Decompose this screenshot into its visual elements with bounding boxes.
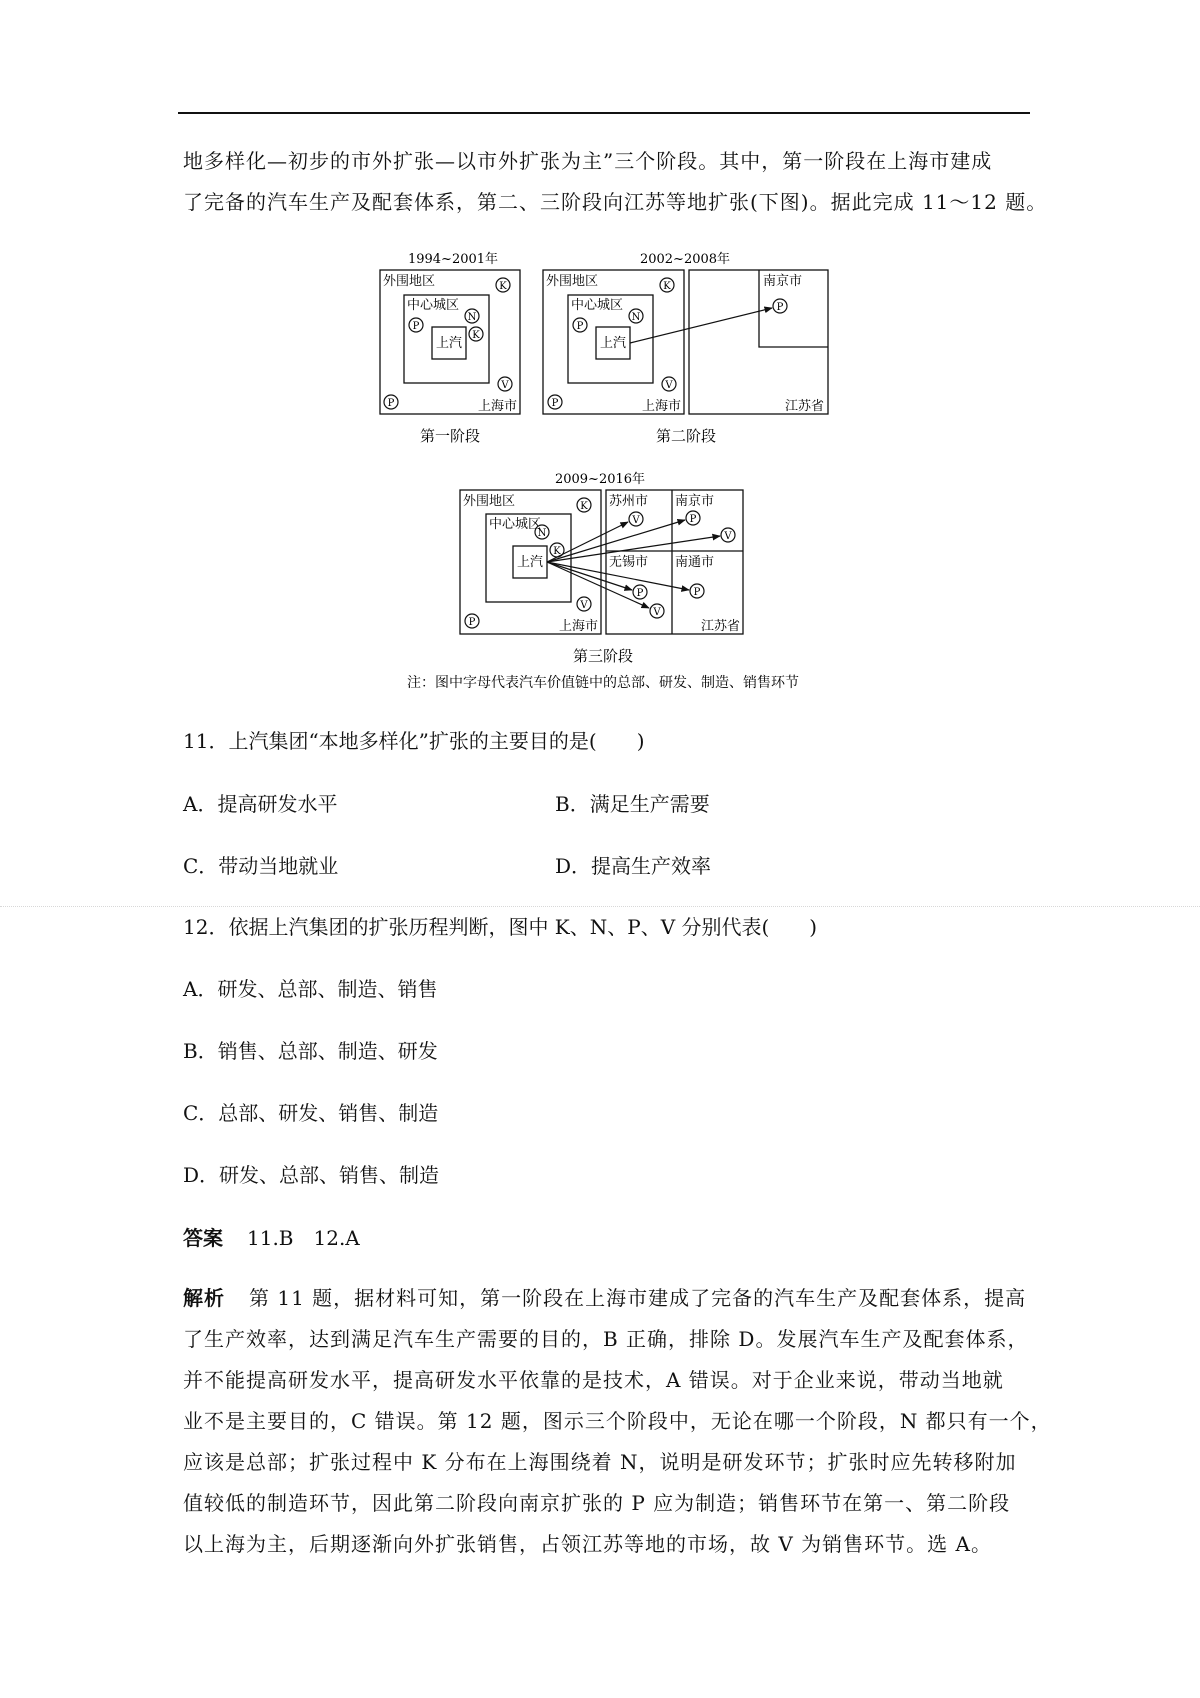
- analysis-line-6: 值较低的制造环节，因此第二阶段向南京扩张的 P 应为制造；销售环节在第一、第二阶段: [183, 1491, 1011, 1515]
- svg-text:P: P: [776, 302, 784, 313]
- svg-text:P: P: [689, 514, 697, 525]
- stage2-years: 2002~2008年: [639, 252, 731, 267]
- svg-text:N: N: [537, 528, 547, 539]
- analysis-line-2: 了生产效率，达到满足汽车生产需要的目的，B 正确，排除 D。发展汽车生产及配套体系，: [183, 1327, 1029, 1351]
- analysis-line-4: 业不是主要目的，C 错误。第 12 题，图示三个阶段中，无论在哪一个阶段，N 都只有一个，: [183, 1409, 1052, 1433]
- svg-text:V: V: [724, 531, 732, 542]
- answer-line: [183, 1222, 360, 1251]
- svg-text:P: P: [693, 587, 701, 598]
- stage1-shanghai-label: 上海市: [477, 399, 517, 414]
- stage3-jiangsu-label: 江苏省: [700, 619, 740, 634]
- stage3-nantong-p-circle: [690, 584, 704, 598]
- stage1-p-circle-2: [384, 395, 398, 409]
- analysis-line-3: 并不能提高研发水平，提高研发水平依靠的是技术，A 错误。对于企业来说，带动当地就: [183, 1368, 1004, 1392]
- stage2-jiangsu-label: 江苏省: [784, 399, 824, 414]
- stage3-shanghai-label: 上海市: [558, 619, 598, 634]
- stage3-k-circle-1: [577, 498, 591, 512]
- stage1-k-circle-1: [496, 278, 510, 292]
- stage3-outer-label: 外围地区: [463, 494, 516, 509]
- stage2-arrow-to-nanjing: [630, 308, 772, 343]
- stage3-nanjing-label: 南京市: [675, 494, 715, 509]
- stage1-center-label: 中心城区: [407, 298, 460, 313]
- q12-option-d[interactable]: D．研发、总部、销售、制造: [183, 1163, 440, 1187]
- stage2-v-circle: [662, 377, 676, 391]
- svg-text:V: V: [501, 380, 509, 391]
- svg-text:V: V: [632, 515, 640, 526]
- q12-option-c[interactable]: C．总部、研发、销售、制造: [183, 1101, 439, 1125]
- stage3-nantong-label: 南通市: [675, 555, 715, 570]
- svg-text:K: K: [553, 546, 561, 557]
- stage1-v-circle: [498, 377, 512, 391]
- q12-option-a[interactable]: A．研发、总部、制造、销售: [183, 977, 438, 1001]
- saic-expansion-figure: [0, 250, 1200, 710]
- q11-option-c[interactable]: C．带动当地就业: [183, 854, 339, 878]
- q12-option-b[interactable]: B．销售、总部、制造、研发: [183, 1039, 438, 1063]
- stage1-p-circle-1: [409, 318, 423, 332]
- stage2-p-circle-2: [548, 395, 562, 409]
- header-rule: [178, 112, 1030, 114]
- stage2-caption: 第二阶段: [655, 427, 717, 445]
- stage2-k-circle: [660, 278, 674, 292]
- svg-text:P: P: [636, 588, 644, 599]
- stage2-p-circle-1: [573, 318, 587, 332]
- stage2-nanjing-p-circle: [773, 299, 787, 313]
- stage1-years: 1994~2001年: [407, 252, 499, 267]
- answer-text: 11.B 12.A: [247, 1226, 360, 1250]
- svg-text:P: P: [576, 321, 584, 332]
- stage1-outer-label: 外围地区: [383, 274, 436, 289]
- stage3-wuxi-v-circle: [650, 604, 664, 618]
- svg-text:V: V: [665, 380, 673, 391]
- stage1-saic-label: 上汽: [435, 336, 463, 351]
- svg-text:K: K: [499, 281, 507, 292]
- stage3-wuxi-label: 无锡市: [609, 555, 649, 570]
- stage3-center-label: 中心城区: [489, 517, 542, 532]
- stage2-shanghai-label: 上海市: [641, 399, 681, 414]
- analysis-label: 解析: [183, 1286, 225, 1310]
- q11-stem: 11．上汽集团“本地多样化”扩张的主要目的是( ): [183, 729, 645, 753]
- q11-option-d[interactable]: D．提高生产效率: [555, 854, 712, 878]
- svg-text:P: P: [387, 398, 395, 409]
- stage3-nanjing-v-circle: [721, 528, 735, 542]
- svg-text:P: P: [412, 321, 420, 332]
- stage2-saic-label: 上汽: [599, 336, 627, 351]
- svg-text:K: K: [472, 330, 480, 341]
- stage3-p-circle: [465, 614, 479, 628]
- svg-text:P: P: [551, 398, 559, 409]
- svg-text:V: V: [580, 600, 588, 611]
- stage3-caption: 第三阶段: [572, 647, 634, 665]
- intro-paragraph: [183, 141, 1047, 223]
- page-break-divider: [0, 906, 1200, 907]
- stage1-caption: 第一阶段: [419, 427, 481, 445]
- svg-text:V: V: [653, 607, 661, 618]
- stage3-suzhou-label: 苏州市: [609, 494, 649, 509]
- stage3-years: 2009~2016年: [554, 472, 646, 487]
- intro-line-2: 了完备的汽车生产及配套体系，第二、三阶段向江苏等地扩张(下图)。据此完成 11～12 题。: [183, 190, 1048, 214]
- stage3-nanjing-p-circle: [686, 511, 700, 525]
- intro-line-1: 地多样化—初步的市外扩张—以市外扩张为主”三个阶段。其中，第一阶段在上海市建成: [183, 149, 993, 173]
- answer-label: 答案: [183, 1226, 223, 1250]
- q12-stem: 12．依据上汽集团的扩张历程判断，图中 K、N、P、V 分别代表( ): [183, 915, 818, 939]
- stage2-n-circle: [629, 309, 643, 323]
- q11-option-b[interactable]: B．满足生产需要: [555, 792, 710, 816]
- svg-text:N: N: [467, 312, 477, 323]
- svg-text:P: P: [468, 617, 476, 628]
- analysis-line-5: 应该是总部；扩张过程中 K 分布在上海围绕着 N，说明是研发环节；扩张时应先转移附加: [183, 1450, 1017, 1474]
- analysis-block: [183, 1278, 1052, 1565]
- q11-option-a[interactable]: A．提高研发水平: [183, 792, 338, 816]
- stage2-outer-label: 外围地区: [546, 274, 599, 289]
- stage3-v-circle: [577, 597, 591, 611]
- analysis-line-1: 解析 第 11 题，据材料可知，第一阶段在上海市建成了完备的汽车生产及配套体系，提高: [183, 1286, 1027, 1310]
- stage3-suzhou-v-circle: [629, 512, 643, 526]
- svg-text:K: K: [580, 501, 588, 512]
- stage1-n-circle: [465, 309, 479, 323]
- svg-text:N: N: [631, 312, 641, 323]
- stage3-saic-label: 上汽: [516, 555, 544, 570]
- analysis-line-7: 以上海为主，后期逐渐向外扩张销售，占领江苏等地的市场，故 V 为销售环节。选 A。: [183, 1532, 992, 1556]
- stage2-nanjing-label: 南京市: [763, 274, 803, 289]
- svg-text:K: K: [663, 281, 671, 292]
- stage3-n-circle: [535, 525, 549, 539]
- stage2-center-label: 中心城区: [571, 298, 624, 313]
- stage3-wuxi-p-circle: [633, 585, 647, 599]
- figure-note: 注：图中字母代表汽车价值链中的总部、研发、制造、销售环节: [407, 675, 799, 691]
- stage1-k-circle-2: [469, 327, 483, 341]
